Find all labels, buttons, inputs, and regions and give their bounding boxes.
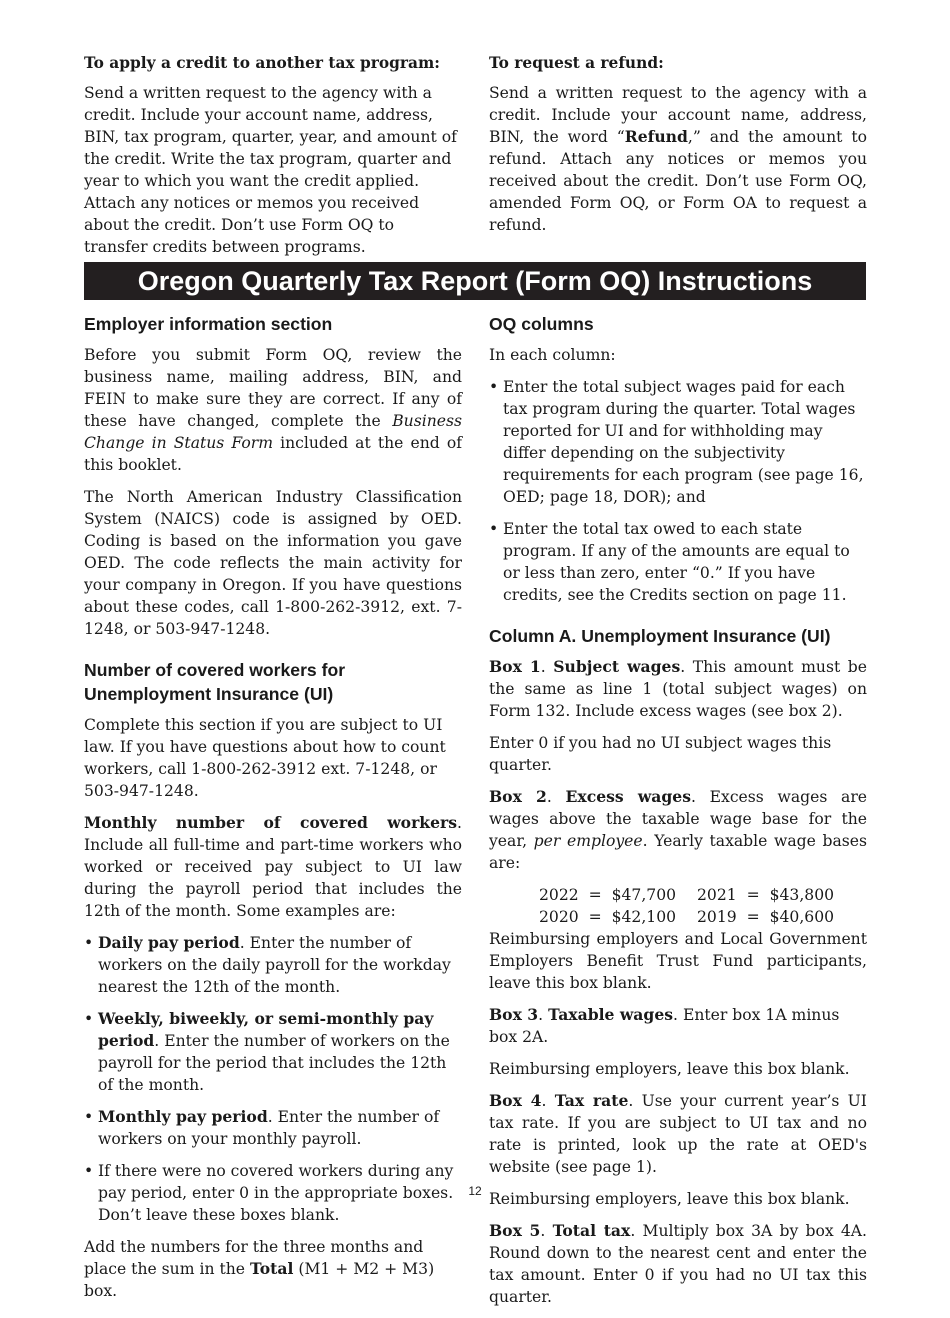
refund-body: Send a written request to the agency with a credit. Include your account name, address, BIN, the word “Refund,” and the amount to refund. Attach any notices or memos you received about the credit. Don’t use Form OQ, amended Form OQ, or Form OA to request a refund.: [489, 84, 867, 234]
employer-info-heading: Employer information section: [84, 314, 333, 334]
covered-workers-paragraph-2: Monthly number of covered workers. Include all full-time and part-time workers who worked or received pay subject to UI law during the payroll period that includes the 12th of the month. Some examples are:: [84, 813, 462, 920]
list-item: • Weekly, biweekly, or semi-monthly pay period. Enter the number of workers on the payroll for the period that includes the 12th of the month.: [84, 1008, 462, 1096]
wage-base-table: [489, 884, 867, 928]
refund-section: [489, 52, 867, 246]
credit-transfer-section: [84, 52, 462, 268]
box1-paragraph: Box 1. Subject wages. This amount must be the same as line 1 (total subject wages) on Form 132. Include excess wages (see box 2).: [489, 657, 867, 720]
table-row: [539, 884, 867, 906]
oq-columns-intro: In each column:: [489, 346, 616, 364]
refund-heading: To request a refund:: [489, 54, 664, 72]
pay-period-list: [84, 932, 462, 1226]
wage-base-cell: 2021 = $43,800: [697, 886, 835, 904]
page-title-banner: Oregon Quarterly Tax Report (Form OQ) Instructions: [84, 262, 866, 300]
list-item: • Daily pay period. Enter the number of workers on the daily payroll for the workday nearest the 12th of the month.: [84, 932, 462, 998]
wage-base-cell: 2019 = $40,600: [697, 908, 835, 926]
credit-transfer-heading: To apply a credit to another tax program:: [84, 54, 440, 72]
page-number: 12: [468, 1184, 482, 1198]
right-column: [489, 312, 867, 1318]
oq-columns-list: [489, 376, 867, 606]
wage-base-cell: 2022 = $47,700: [539, 886, 677, 904]
covered-workers-paragraph-1: Complete this section if you are subject to UI law. If you have questions about how to count workers, call 1-800-262-3912 ext. 7-1248, or 503-947-1248.: [84, 716, 446, 800]
wage-base-cell: 2020 = $42,100: [539, 908, 677, 926]
left-column: [84, 312, 462, 1312]
covered-workers-heading: Number of covered workers for Unemployment Insurance (UI): [84, 660, 346, 704]
list-item: • If there were no covered workers during any pay period, enter 0 in the appropriate boxes. Don’t leave these boxes blank.: [84, 1160, 462, 1226]
table-row: [539, 906, 867, 928]
box1-note: Enter 0 if you had no UI subject wages this quarter.: [489, 734, 832, 774]
employer-info-paragraph-2: The North American Industry Classification System (NAICS) code is assigned by OED. Coding is based on the information you gave OED. The code reflects the main activity for your company in Oregon. If you have questions about these codes, call 1-800-262-3912, ext. 7-1248, or 503-947-1248.: [84, 488, 462, 638]
employer-info-paragraph-1: Before you submit Form OQ, review the business name, mailing address, BIN, and FEIN to make sure they are correct. If any of these have changed, complete the Business Change in Status Form included at the end of this booklet.: [84, 346, 462, 474]
covered-workers-paragraph-3: Add the numbers for the three months and place the sum in the Total (M1 + M2 + M3) box.: [84, 1238, 435, 1300]
list-item: • Enter the total subject wages paid for each tax program during the quarter. Total wages reported for UI and for withholding may differ depending on the subjectivity requirements for each program (see page 16, OED; page 18, DOR); and: [489, 376, 867, 508]
box2-paragraph: Box 2. Excess wages. Excess wages are wages above the taxable wage base for the year, per employee. Yearly taxable wage bases are:: [489, 787, 868, 872]
list-item: • Monthly pay period. Enter the number of workers on your monthly payroll.: [84, 1106, 462, 1150]
box3-note: Reimbursing employers, leave this box blank.: [489, 1060, 850, 1078]
box4-note: Reimbursing employers, leave this box blank.: [489, 1190, 850, 1208]
credit-transfer-body: Send a written request to the agency with a credit. Include your account name, address, BIN, tax program, quarter, year, and amount of the credit. Write the tax program, quarter and year to which you want the credit applied. Attach any notices or memos you received about the credit. Don’t use Form OQ to transfer credits between programs.: [84, 84, 457, 256]
list-item: • Enter the total tax owed to each state program. If any of the amounts are equal to or less than zero, enter “0.” If you have credits, see the Credits section on page 11.: [489, 518, 867, 606]
column-a-heading: Column A. Unemployment Insurance (UI): [489, 626, 831, 646]
oq-columns-heading: OQ columns: [489, 314, 594, 334]
box4-paragraph: Box 4. Tax rate. Use your current year’s UI tax rate. If you are subject to UI tax and no rate is printed, look up the rate at OED's website (see page 1).: [489, 1091, 867, 1176]
box2-note: Reimbursing employers and Local Government Employers Benefit Trust Fund participants, leave this box blank.: [489, 930, 867, 992]
box3-paragraph: Box 3. Taxable wages. Enter box 1A minus box 2A.: [489, 1005, 840, 1046]
box5-paragraph: Box 5. Total tax. Multiply box 3A by box 4A. Round down to the nearest cent and enter the tax amount. Enter 0 if you had no UI tax this quarter.: [489, 1221, 867, 1306]
